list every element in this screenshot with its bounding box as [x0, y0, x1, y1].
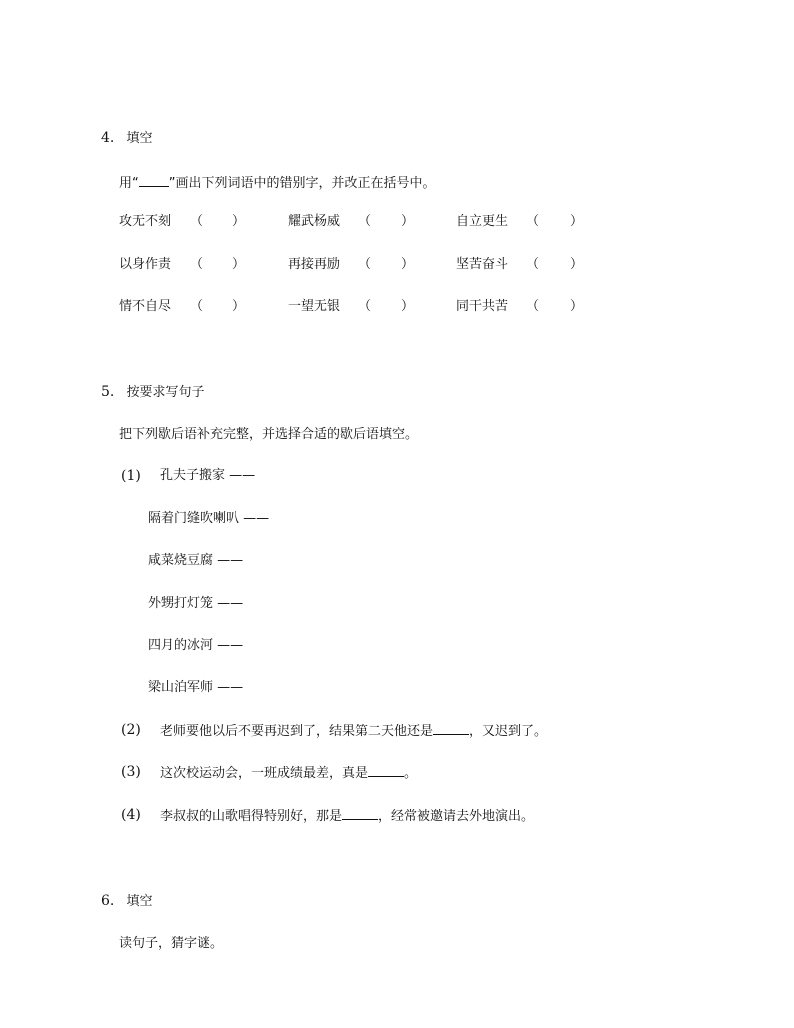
- q5-number: 5.: [101, 384, 115, 400]
- q4-word: 情不自尽: [119, 299, 172, 314]
- answer-blank: [342, 807, 378, 820]
- q4-word: 坚苦奋斗: [456, 257, 509, 272]
- answer-paren-open: （: [358, 214, 372, 229]
- answer-blank: [433, 722, 469, 735]
- answer-paren-open: （: [358, 257, 372, 272]
- answer-paren-close: ）: [401, 257, 415, 272]
- xiehouyu-item: 咸菜烧豆腐 ——: [148, 553, 244, 568]
- answer-paren-close: ）: [401, 299, 415, 314]
- q4-instruction: 用“ ”画出下列词语中的错别字，并改正在括号中。: [119, 176, 436, 191]
- answer-paren-close: ）: [401, 214, 415, 229]
- q4-word: 以身作责: [119, 257, 172, 272]
- xiehouyu-item: 隔着门缝吹喇叭 ——: [148, 511, 270, 526]
- answer-paren-close: ）: [232, 299, 246, 314]
- q5-part4-label: (4): [121, 807, 141, 823]
- xiehouyu-item: 梁山泊军师 ——: [148, 680, 244, 695]
- q4-number: 4.: [101, 130, 115, 146]
- answer-paren-open: （: [526, 257, 540, 272]
- q4-word: 耀武杨威: [288, 214, 341, 229]
- q4-heading: [101, 130, 153, 147]
- q5-part4-sentence: 李叔叔的山歌唱得特别好，那是 ，经常被邀请去外地演出。: [160, 809, 535, 824]
- answer-paren-open: （: [358, 299, 372, 314]
- q4-word: 同干共苦: [456, 299, 509, 314]
- answer-paren-close: ）: [232, 257, 246, 272]
- answer-paren-open: （: [190, 299, 204, 314]
- q5-part3-label: (3): [121, 764, 141, 780]
- q6-heading: [101, 893, 153, 910]
- q4-title: 填空: [126, 131, 153, 146]
- q5-part2-sentence: 老师要他以后不要再迟到了，结果第二天他还是 ，又迟到了。: [160, 724, 548, 739]
- xiehouyu-item: 外甥打灯笼 ——: [148, 596, 244, 611]
- answer-paren-close: ）: [570, 257, 584, 272]
- answer-paren-close: ）: [232, 214, 246, 229]
- q5-part1-label: (1): [121, 468, 141, 484]
- q6-instruction: 读句子，猜字谜。: [119, 936, 224, 951]
- q5-instruction: 把下列歇后语补充完整，并选择合适的歇后语填空。: [119, 427, 419, 442]
- q4-word: 自立更生: [456, 214, 509, 229]
- xiehouyu-item: 孔夫子搬家 ——: [160, 468, 256, 483]
- answer-paren-open: （: [526, 299, 540, 314]
- answer-paren-open: （: [190, 214, 204, 229]
- answer-blank: [368, 764, 404, 777]
- answer-paren-close: ）: [570, 214, 584, 229]
- q5-part3-sentence: 这次校运动会，一班成绩最差，真是 。: [160, 766, 418, 781]
- answer-paren-open: （: [190, 257, 204, 272]
- xiehouyu-item: 四月的冰河 ——: [148, 638, 244, 653]
- q6-number: 6.: [101, 893, 115, 909]
- q4-word: 一望无银: [288, 299, 341, 314]
- q5-part2-label: (2): [121, 722, 141, 738]
- q4-word: 攻无不刻: [119, 214, 172, 229]
- q4-word: 再接再励: [288, 257, 341, 272]
- quote-blank: [139, 174, 169, 187]
- q6-title: 填空: [126, 894, 153, 909]
- answer-paren-close: ）: [570, 299, 584, 314]
- q5-heading: [101, 384, 205, 401]
- q5-title: 按要求写句子: [126, 385, 205, 400]
- answer-paren-open: （: [526, 214, 540, 229]
